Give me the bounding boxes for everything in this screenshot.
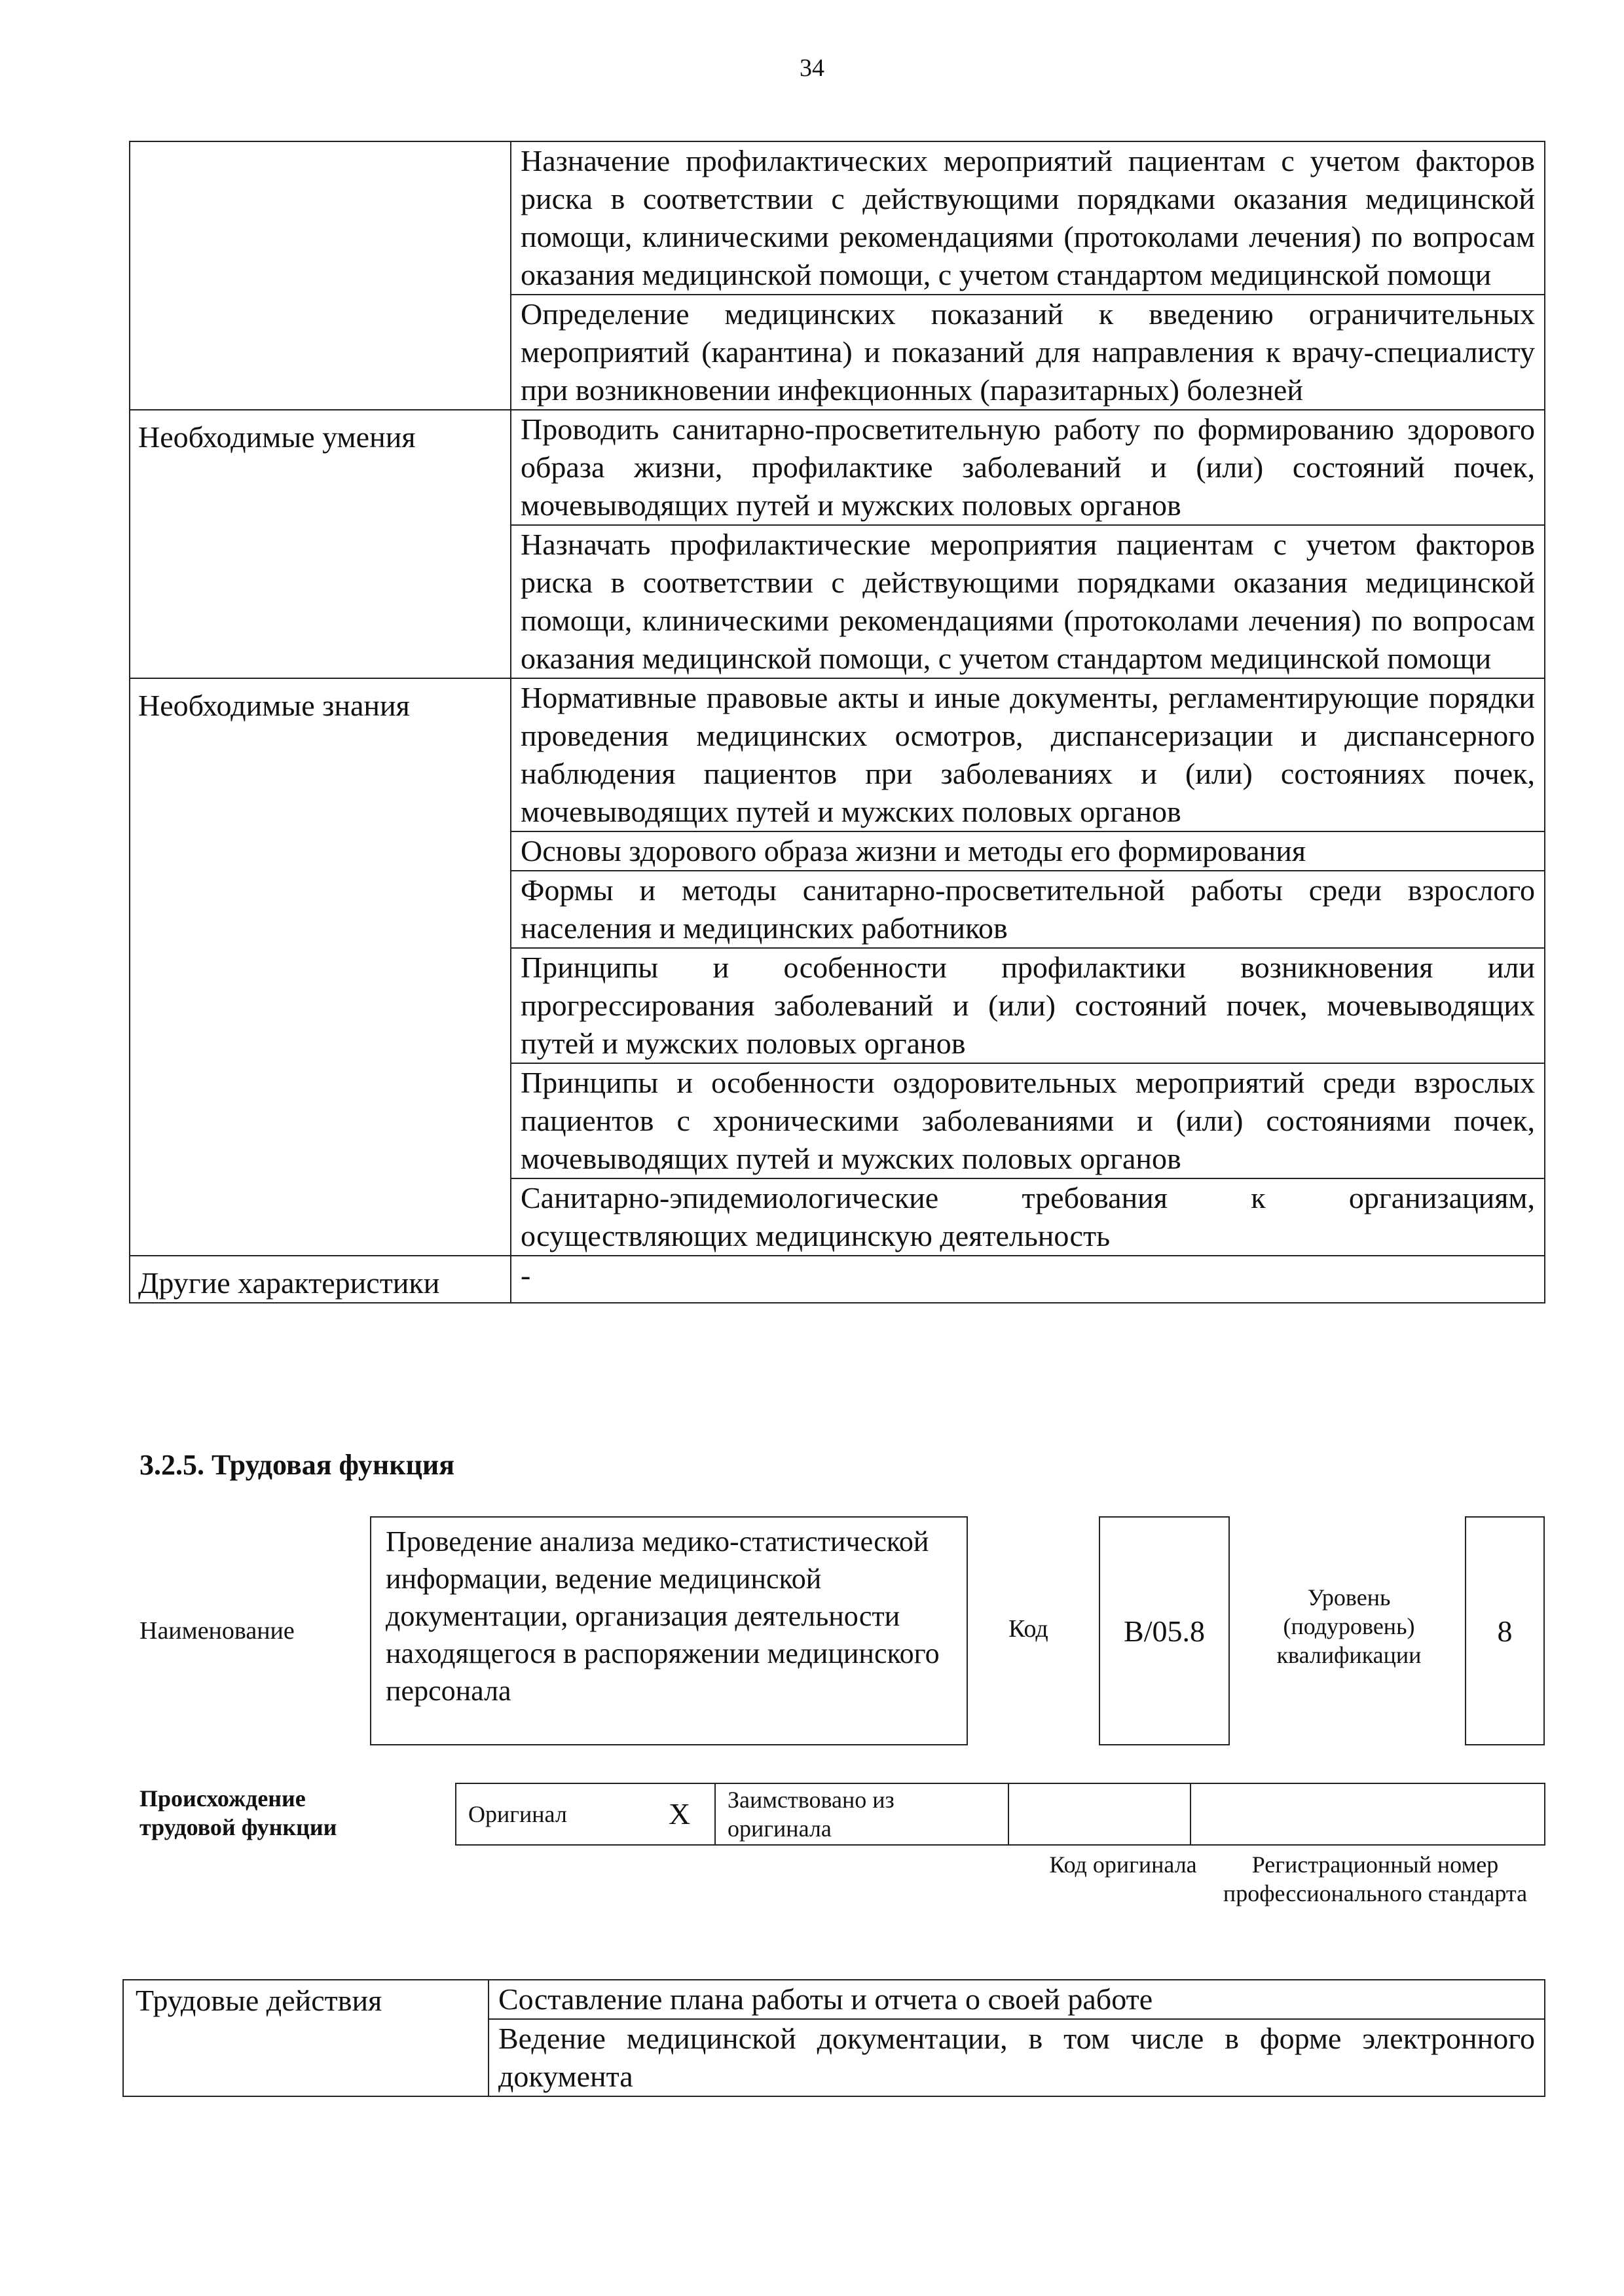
page-number: 34 [800, 54, 824, 82]
table-row [130, 141, 1545, 295]
original-mark: X [657, 1783, 715, 1845]
labor-actions-table [122, 1979, 1545, 2097]
row-text: Нормативные правовые акты и иные документы, регламентирующие порядки проведения медицинских осмотров, диспансеризации и диспансерного наблюдения пациентов при заболеваниях и (или) состояниях почек, мочевыводящих путей и мужских половых органов [511, 678, 1545, 831]
row-text: Проводить санитарно-просветительную работу по формированию здорового образа жизни, профилактике заболеваний и (или) состояний почек, мочевыводящих путей и мужских половых органов [511, 410, 1545, 525]
competencies-table [129, 141, 1545, 1303]
labor-actions-label: Трудовые действия [123, 1980, 489, 2096]
row-text: Санитарно-эпидемиологические требования к организациям, осуществляющих медицинскую деятельность [511, 1178, 1545, 1256]
other-characteristics-label: Другие характеристики [130, 1256, 511, 1303]
row-text: Назначать профилактические мероприятия пациентам с учетом факторов риска в соответствии с действующими порядками оказания медицинской помощи, клиническими рекомендациями (протоколами лечения) по вопросам оказания медицинской помощи, с учетом стандартом медицинской помощи [511, 525, 1545, 678]
section-heading: 3.2.5. Трудовая функция [139, 1449, 455, 1481]
row-text: Формы и методы санитарно-просветительной работы среди взрослого населения и медицинских работников [511, 871, 1545, 948]
name-label: Наименование [139, 1617, 295, 1645]
table-row [456, 1783, 1545, 1845]
row-text: Принципы и особенности оздоровительных мероприятий среди взрослых пациентов с хроническими заболеваниями и (или) состояниями почек, мочевыводящих путей и мужских половых органов [511, 1063, 1545, 1178]
origin-label: Происхождение трудовой функции [139, 1785, 337, 1840]
level-label: Уровень (подуровень) квалификации [1276, 1584, 1422, 1668]
code-label: Код [1008, 1615, 1048, 1643]
row-text: Назначение профилактических мероприятий пациентам с учетом факторов риска в соответствии с действующими порядками оказания медицинской помощи, клиническими рекомендациями (протоколами лечения) по вопросам оказания медицинской помощи, с учетом стандартом медицинской помощи [511, 141, 1545, 295]
registration-number-cell [1190, 1783, 1545, 1845]
original-code-caption: Код оригинала [1049, 1851, 1197, 1878]
row-text: Составление плана работы и отчета о своей работе [489, 1980, 1545, 2019]
knowledge-label: Необходимые знания [130, 678, 511, 1256]
table-row [130, 1256, 1545, 1303]
original-code-cell [1008, 1783, 1190, 1845]
origin-table [455, 1783, 1545, 1846]
row-text: Основы здорового образа жизни и методы его формирования [511, 831, 1545, 871]
table-row [130, 678, 1545, 831]
table-row [123, 1980, 1545, 2019]
row-label [130, 141, 511, 410]
registration-number-caption: Регистрационный номер профессионального стандарта [1223, 1851, 1528, 1906]
function-name-box: Проведение анализа медико-статистической информации, ведение медицинской документации, организация деятельности находящегося в распоряжении медицинского персонала [370, 1516, 968, 1745]
original-cell [456, 1783, 657, 1845]
skills-label: Необходимые умения [130, 410, 511, 678]
row-text: Принципы и особенности профилактики возникновения или прогрессирования заболеваний и (или) состояний почек, мочевыводящих путей и мужских половых органов [511, 948, 1545, 1063]
row-text: Определение медицинских показаний к введению ограничительных мероприятий (карантина) и показаний для направления к врачу-специалисту при возникновении инфекционных (паразитарных) болезней [511, 295, 1545, 410]
borrowed-label: Заимствовано из оригинала [715, 1783, 1008, 1845]
code-value: В/05.8 [1124, 1614, 1205, 1648]
code-box [1099, 1516, 1230, 1745]
original-label: Оригинал [468, 1801, 567, 1827]
row-text: Ведение медицинской документации, в том числе в форме электронного документа [489, 2019, 1545, 2096]
row-text: - [511, 1256, 1545, 1303]
table-row [130, 410, 1545, 525]
level-value: 8 [1497, 1614, 1513, 1648]
level-box [1465, 1516, 1545, 1745]
